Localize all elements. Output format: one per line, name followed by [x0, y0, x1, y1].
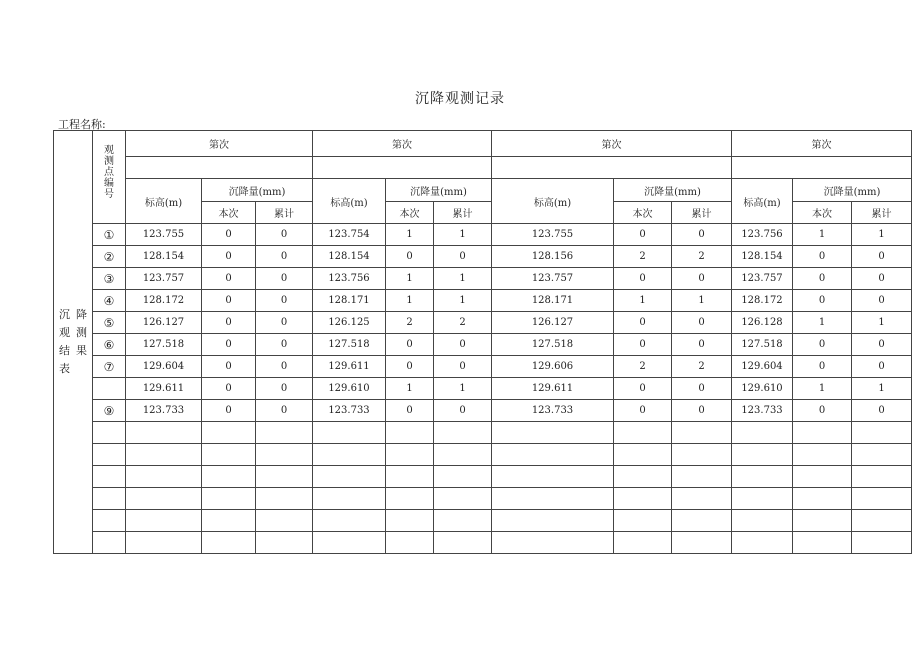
elevation-cell: 123.755 — [492, 224, 614, 246]
period-date-cell — [313, 157, 492, 179]
current-cell: 2 — [614, 246, 672, 268]
elevation-cell: 129.604 — [126, 356, 202, 378]
empty-cell — [202, 422, 256, 444]
point-number-header-text: 观 测 点 编 号 — [104, 145, 114, 200]
elevation-header: 标高(m) — [492, 179, 614, 224]
empty-cell — [492, 466, 614, 488]
empty-cell — [434, 488, 492, 510]
cumulative-cell: 0 — [434, 334, 492, 356]
current-cell: 0 — [793, 246, 852, 268]
cumulative-cell: 0 — [256, 400, 313, 422]
elevation-cell: 123.757 — [126, 268, 202, 290]
cumulative-cell: 0 — [256, 312, 313, 334]
elevation-cell: 129.604 — [732, 356, 793, 378]
table-row — [54, 290, 912, 312]
cumulative-cell: 0 — [672, 334, 732, 356]
empty-cell — [614, 444, 672, 466]
empty-cell — [732, 466, 793, 488]
project-name-label: 工程名称: — [58, 118, 106, 131]
table-row — [54, 268, 912, 290]
current-cell: 0 — [614, 224, 672, 246]
current-header: 本次 — [202, 202, 256, 224]
empty-cell — [793, 444, 852, 466]
cumulative-cell: 2 — [434, 312, 492, 334]
cumulative-cell: 0 — [256, 224, 313, 246]
cumulative-cell: 0 — [256, 334, 313, 356]
cumulative-header: 累计 — [672, 202, 732, 224]
cumulative-cell: 1 — [434, 268, 492, 290]
cumulative-cell: 1 — [434, 224, 492, 246]
empty-cell — [126, 510, 202, 532]
point-number-header — [93, 131, 126, 224]
current-cell: 0 — [202, 246, 256, 268]
side-label-char: 表 — [59, 362, 70, 375]
empty-cell — [93, 422, 126, 444]
empty-cell — [126, 444, 202, 466]
empty-cell — [434, 444, 492, 466]
empty-cell — [93, 532, 126, 554]
current-cell: 0 — [202, 290, 256, 312]
current-cell: 0 — [614, 334, 672, 356]
cumulative-cell: 2 — [672, 356, 732, 378]
empty-cell — [434, 532, 492, 554]
empty-cell — [386, 466, 434, 488]
cumulative-cell: 2 — [672, 246, 732, 268]
empty-cell — [386, 510, 434, 532]
elevation-cell: 123.733 — [126, 400, 202, 422]
point-number: ④ — [93, 290, 126, 312]
side-label-char: 沉 — [59, 308, 70, 321]
cumulative-cell: 0 — [256, 268, 313, 290]
table-row — [54, 334, 912, 356]
cumulative-cell: 1 — [434, 378, 492, 400]
elevation-cell: 126.127 — [126, 312, 202, 334]
elevation-cell: 126.128 — [732, 312, 793, 334]
empty-cell — [202, 510, 256, 532]
empty-cell — [672, 444, 732, 466]
elevation-cell: 123.757 — [732, 268, 793, 290]
empty-cell — [126, 532, 202, 554]
elevation-cell: 128.154 — [126, 246, 202, 268]
empty-cell — [386, 444, 434, 466]
elevation-cell: 127.518 — [732, 334, 793, 356]
empty-cell — [852, 532, 912, 554]
cumulative-cell: 0 — [256, 356, 313, 378]
current-cell: 0 — [386, 400, 434, 422]
period-header: 第次 — [126, 131, 313, 157]
period-date-cell — [732, 157, 912, 179]
elevation-cell: 129.611 — [313, 356, 386, 378]
elevation-cell: 126.127 — [492, 312, 614, 334]
side-label-char: 降 — [76, 308, 87, 321]
current-cell: 0 — [202, 312, 256, 334]
cumulative-header: 累计 — [434, 202, 492, 224]
current-cell: 0 — [202, 400, 256, 422]
cumulative-cell: 1 — [852, 224, 912, 246]
elevation-cell: 128.154 — [732, 246, 793, 268]
empty-cell — [256, 510, 313, 532]
current-cell: 2 — [614, 356, 672, 378]
empty-cell — [852, 510, 912, 532]
current-cell: 0 — [793, 400, 852, 422]
empty-cell — [386, 488, 434, 510]
empty-cell — [126, 488, 202, 510]
empty-cell — [93, 488, 126, 510]
table-row — [54, 510, 912, 532]
settlement-header: 沉降量(mm) — [386, 179, 492, 202]
elevation-header: 标高(m) — [126, 179, 202, 224]
elevation-cell: 127.518 — [492, 334, 614, 356]
page-title: 沉降观测记录 — [415, 91, 505, 107]
empty-cell — [434, 510, 492, 532]
cumulative-cell: 0 — [434, 400, 492, 422]
elevation-cell: 126.125 — [313, 312, 386, 334]
elevation-cell: 123.733 — [313, 400, 386, 422]
cumulative-cell: 0 — [852, 334, 912, 356]
empty-cell — [614, 466, 672, 488]
empty-cell — [793, 510, 852, 532]
settlement-table — [53, 130, 912, 554]
empty-cell — [313, 422, 386, 444]
side-label-char: 果 — [76, 344, 87, 357]
table-row — [54, 444, 912, 466]
empty-cell — [202, 532, 256, 554]
cumulative-cell: 0 — [852, 356, 912, 378]
current-cell: 0 — [386, 356, 434, 378]
cumulative-cell: 0 — [434, 246, 492, 268]
empty-cell — [313, 444, 386, 466]
current-cell: 1 — [793, 224, 852, 246]
empty-cell — [852, 444, 912, 466]
elevation-cell: 123.756 — [732, 224, 793, 246]
empty-cell — [386, 532, 434, 554]
period-date-cell — [126, 157, 313, 179]
cumulative-cell: 0 — [852, 268, 912, 290]
cumulative-cell: 1 — [852, 378, 912, 400]
empty-cell — [492, 532, 614, 554]
empty-cell — [672, 510, 732, 532]
current-cell: 0 — [202, 224, 256, 246]
point-number: ① — [93, 224, 126, 246]
empty-cell — [93, 466, 126, 488]
empty-cell — [256, 532, 313, 554]
elevation-cell: 128.171 — [492, 290, 614, 312]
empty-cell — [434, 422, 492, 444]
table-row — [54, 224, 912, 246]
empty-cell — [852, 466, 912, 488]
table-row — [54, 466, 912, 488]
table-row — [54, 157, 912, 179]
period-header: 第次 — [313, 131, 492, 157]
period-header: 第次 — [732, 131, 912, 157]
point-number: ② — [93, 246, 126, 268]
elevation-cell: 123.754 — [313, 224, 386, 246]
empty-cell — [732, 422, 793, 444]
point-number: ⑤ — [93, 312, 126, 334]
settlement-header: 沉降量(mm) — [614, 179, 732, 202]
empty-cell — [313, 532, 386, 554]
elevation-cell: 129.606 — [492, 356, 614, 378]
table-row — [54, 356, 912, 378]
empty-cell — [126, 466, 202, 488]
elevation-cell: 129.610 — [313, 378, 386, 400]
side-label-char: 观 — [59, 326, 70, 339]
current-cell: 0 — [202, 334, 256, 356]
empty-cell — [434, 466, 492, 488]
empty-cell — [732, 488, 793, 510]
point-number: ⑨ — [93, 400, 126, 422]
current-cell: 0 — [386, 334, 434, 356]
current-cell: 0 — [614, 312, 672, 334]
empty-cell — [614, 422, 672, 444]
elevation-cell: 123.733 — [732, 400, 793, 422]
table-row — [54, 532, 912, 554]
cumulative-cell: 0 — [852, 246, 912, 268]
cumulative-header: 累计 — [256, 202, 313, 224]
elevation-cell: 123.755 — [126, 224, 202, 246]
current-cell: 0 — [202, 378, 256, 400]
table-row — [54, 488, 912, 510]
empty-cell — [793, 422, 852, 444]
elevation-cell: 129.610 — [732, 378, 793, 400]
elevation-cell: 128.172 — [732, 290, 793, 312]
empty-cell — [386, 422, 434, 444]
table-row — [54, 246, 912, 268]
current-cell: 0 — [614, 378, 672, 400]
empty-cell — [614, 488, 672, 510]
empty-cell — [93, 444, 126, 466]
cumulative-cell: 0 — [256, 290, 313, 312]
cumulative-cell: 0 — [672, 400, 732, 422]
period-header: 第次 — [492, 131, 732, 157]
table-row — [54, 131, 912, 157]
side-label-char: 结 — [59, 344, 70, 357]
empty-cell — [492, 488, 614, 510]
current-cell: 0 — [202, 268, 256, 290]
cumulative-cell: 1 — [672, 290, 732, 312]
empty-cell — [256, 444, 313, 466]
empty-cell — [256, 488, 313, 510]
empty-cell — [793, 466, 852, 488]
cumulative-cell: 0 — [256, 246, 313, 268]
empty-cell — [852, 422, 912, 444]
current-cell: 0 — [202, 356, 256, 378]
elevation-cell: 128.171 — [313, 290, 386, 312]
empty-cell — [313, 510, 386, 532]
current-cell: 0 — [386, 246, 434, 268]
cumulative-header: 累计 — [852, 202, 912, 224]
empty-cell — [672, 488, 732, 510]
cumulative-cell: 0 — [852, 290, 912, 312]
current-cell: 1 — [614, 290, 672, 312]
empty-cell — [492, 422, 614, 444]
elevation-cell: 128.172 — [126, 290, 202, 312]
current-cell: 2 — [386, 312, 434, 334]
current-cell: 0 — [793, 334, 852, 356]
empty-cell — [732, 510, 793, 532]
elevation-cell: 129.611 — [492, 378, 614, 400]
side-label-char: 测 — [76, 326, 87, 339]
table-row — [54, 422, 912, 444]
empty-cell — [256, 466, 313, 488]
empty-cell — [732, 444, 793, 466]
current-cell: 0 — [793, 268, 852, 290]
empty-cell — [313, 466, 386, 488]
empty-cell — [793, 532, 852, 554]
current-cell: 0 — [793, 290, 852, 312]
current-cell: 1 — [386, 378, 434, 400]
table-row — [54, 312, 912, 334]
elevation-cell: 127.518 — [313, 334, 386, 356]
current-cell: 1 — [386, 268, 434, 290]
elevation-cell: 127.518 — [126, 334, 202, 356]
empty-cell — [614, 532, 672, 554]
cumulative-cell: 0 — [256, 378, 313, 400]
current-cell: 1 — [386, 224, 434, 246]
elevation-cell: 129.611 — [126, 378, 202, 400]
cumulative-cell: 0 — [672, 378, 732, 400]
empty-cell — [614, 510, 672, 532]
cumulative-cell: 0 — [434, 356, 492, 378]
table-row — [54, 400, 912, 422]
empty-cell — [93, 510, 126, 532]
period-date-cell — [492, 157, 732, 179]
elevation-cell: 128.154 — [313, 246, 386, 268]
cumulative-cell: 0 — [672, 312, 732, 334]
point-number: ⑦ — [93, 356, 126, 378]
cumulative-cell: 1 — [434, 290, 492, 312]
current-header: 本次 — [614, 202, 672, 224]
current-header: 本次 — [793, 202, 852, 224]
empty-cell — [313, 488, 386, 510]
cumulative-cell: 0 — [672, 224, 732, 246]
empty-cell — [202, 444, 256, 466]
empty-cell — [492, 510, 614, 532]
elevation-cell: 128.156 — [492, 246, 614, 268]
current-cell: 0 — [793, 356, 852, 378]
empty-cell — [126, 422, 202, 444]
settlement-header: 沉降量(mm) — [793, 179, 912, 202]
cumulative-cell: 1 — [852, 312, 912, 334]
point-number: ⑥ — [93, 334, 126, 356]
empty-cell — [202, 488, 256, 510]
empty-cell — [672, 466, 732, 488]
current-cell: 1 — [793, 378, 852, 400]
cumulative-cell: 0 — [672, 268, 732, 290]
side-label — [54, 131, 93, 554]
current-cell: 1 — [793, 312, 852, 334]
empty-cell — [202, 466, 256, 488]
current-header: 本次 — [386, 202, 434, 224]
point-number — [93, 378, 126, 400]
empty-cell — [732, 532, 793, 554]
current-cell: 1 — [386, 290, 434, 312]
point-number: ③ — [93, 268, 126, 290]
empty-cell — [793, 488, 852, 510]
current-cell: 0 — [614, 400, 672, 422]
cumulative-cell: 0 — [852, 400, 912, 422]
empty-cell — [492, 444, 614, 466]
elevation-cell: 123.756 — [313, 268, 386, 290]
empty-cell — [256, 422, 313, 444]
elevation-cell: 123.733 — [492, 400, 614, 422]
elevation-cell: 123.757 — [492, 268, 614, 290]
table-row — [54, 179, 912, 202]
current-cell: 0 — [614, 268, 672, 290]
elevation-header: 标高(m) — [732, 179, 793, 224]
table-row — [54, 378, 912, 400]
empty-cell — [672, 422, 732, 444]
elevation-header: 标高(m) — [313, 179, 386, 224]
settlement-header: 沉降量(mm) — [202, 179, 313, 202]
empty-cell — [852, 488, 912, 510]
empty-cell — [672, 532, 732, 554]
